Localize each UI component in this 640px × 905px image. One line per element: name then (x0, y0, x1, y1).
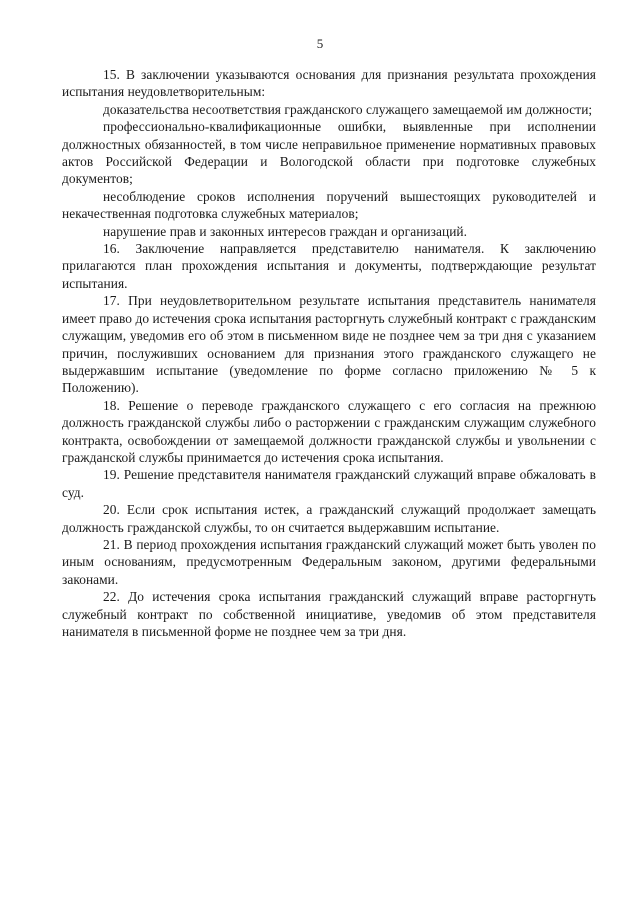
paragraph-20: 20. Если срок испытания истек, а гражданский служащий продолжает замещать должность гражданской службы, то он считается выдержавшим испытание. (62, 502, 596, 535)
paragraph-15-item-2: профессионально-квалификационные ошибки, выявленные при исполнении должностных обязанностей, в том числе неправильное применение нормативных правовых актов Российской Федерации и Вологодской области при подготовке служебных документов; (62, 119, 596, 187)
page-number: 5 (316, 36, 324, 51)
paragraph-19: 19. Решение представителя нанимателя гражданский служащий вправе обжаловать в суд. (62, 467, 596, 500)
paragraph-15-item-1: доказательства несоответствия гражданского служащего замещаемой им должности; (103, 101, 593, 117)
paragraph-15-item-4: нарушение прав и законных интересов граждан и организаций. (103, 223, 468, 239)
paragraph-22: 22. До истечения срока испытания гражданский служащий вправе расторгнуть служебный контракт по собственной инициативе, уведомив об этом представителя нанимателя в письменной форме не позднее чем за три дня. (62, 589, 596, 639)
paragraph-15-item-3: несоблюдение сроков исполнения поручений вышестоящих руководителей и некачественная подготовка служебных материалов; (62, 188, 596, 222)
paragraph-16: 16. Заключение направляется представителю нанимателя. К заключению прилагаются план прохождения испытания и документы, подтверждающие результат испытания. (62, 241, 596, 291)
paragraph-21: 21. В период прохождения испытания гражданский служащий может быть уволен по иным основаниям, предусмотренным Федеральным законом, другими федеральными законами. (62, 536, 596, 587)
paragraph-18: 18. Решение о переводе гражданского служащего с его согласия на прежнюю должность гражданской службы либо о расторжении с гражданским служащим служебного контракта, освобождении от замещаемой должности гражданской службы и увольнении с гражданской службы принимается до истечения срока испытания. (62, 397, 596, 465)
document-body (62, 66, 596, 640)
paragraph-17: 17. При неудовлетворительном результате испытания представитель нанимателя имеет право до истечения срока испытания расторгнуть служебный контракт с гражданским служащим, уведомив его об этом в письменном виде не позднее чем за три дня с указанием причин, послуживших основанием для признания этого гражданского служащего не выдержавшим испытание (уведомление по форме согласно приложению № 5 к Положению). (62, 293, 596, 396)
paragraph-15: 15. В заключении указываются основания для признания результата прохождения испытания неудовлетворительным: (62, 67, 596, 100)
